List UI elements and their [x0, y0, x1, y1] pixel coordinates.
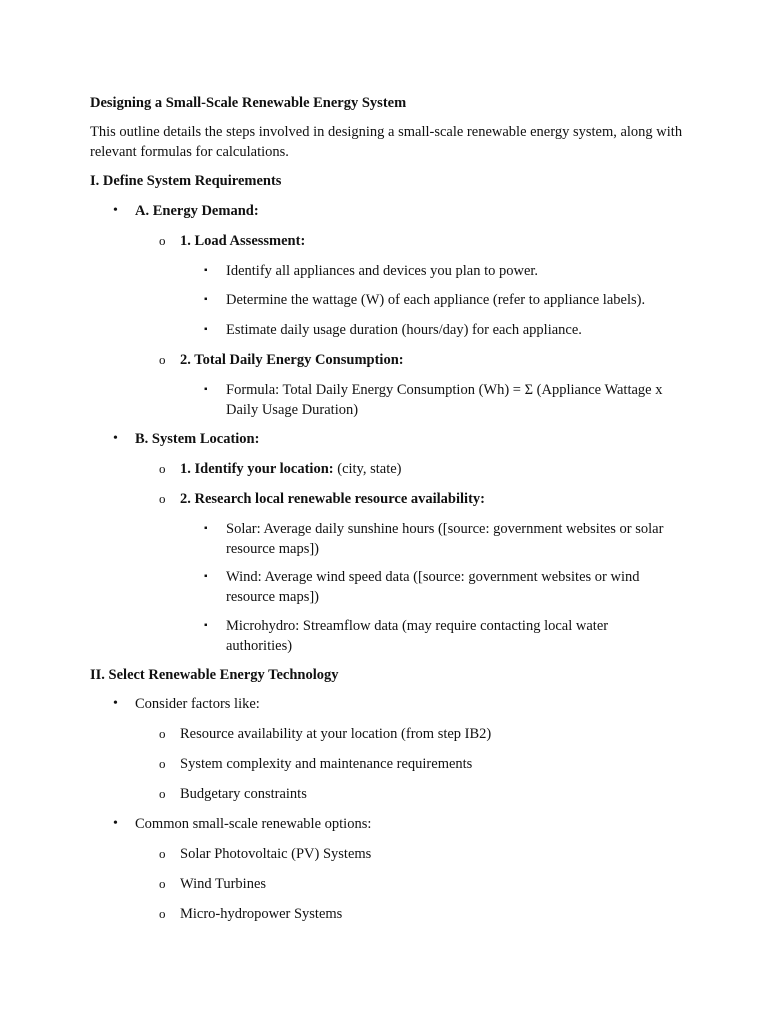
- bullet-square-icon: ▪: [204, 523, 208, 534]
- system-location-label: B. System Location:: [135, 431, 260, 447]
- factors-label: Consider factors like:: [135, 696, 260, 712]
- list-item: Identify all appliances and devices you plan to power.: [226, 263, 539, 279]
- identify-location-line: [180, 459, 402, 479]
- bullet-square-icon: ▪: [204, 324, 208, 335]
- bullet-disc-icon: •: [113, 431, 118, 446]
- bullet-disc-icon: •: [113, 203, 118, 218]
- bullet-circle-icon: o: [159, 906, 166, 921]
- bullet-circle-icon: o: [159, 756, 166, 771]
- section-2-heading: II. Select Renewable Energy Technology: [90, 667, 339, 683]
- load-assessment-label: 1. Load Assessment:: [180, 233, 306, 249]
- bullet-circle-icon: o: [159, 233, 166, 248]
- list-item: Microhydro: Streamflow data (may require contacting local water authorities): [226, 618, 609, 654]
- list-item: Estimate daily usage duration (hours/day) for each appliance.: [226, 322, 582, 338]
- section-1-heading: I. Define System Requirements: [90, 173, 282, 189]
- list-item: Wind: Average wind speed data ([source: government websites or wind resource maps]): [226, 569, 640, 605]
- bullet-circle-icon: o: [159, 786, 166, 801]
- bullet-square-icon: ▪: [204, 384, 208, 395]
- bullet-circle-icon: o: [159, 461, 166, 476]
- list-item: Determine the wattage (W) of each appliance (refer to appliance labels).: [226, 292, 646, 308]
- bullet-square-icon: ▪: [204, 294, 208, 305]
- options-label: Common small-scale renewable options:: [135, 816, 372, 832]
- bullet-circle-icon: o: [159, 352, 166, 367]
- identify-location-label: 1. Identify your location:: [180, 461, 334, 477]
- bullet-square-icon: ▪: [204, 265, 208, 276]
- energy-demand-label: A. Energy Demand:: [135, 203, 259, 219]
- list-item: Resource availability at your location (from step IB2): [180, 726, 492, 742]
- identify-location-text: (city, state): [333, 461, 402, 477]
- document-title: Designing a Small-Scale Renewable Energy System: [90, 95, 407, 111]
- list-item: Wind Turbines: [180, 876, 267, 892]
- bullet-circle-icon: o: [159, 846, 166, 861]
- list-item: System complexity and maintenance requirements: [180, 756, 473, 772]
- bullet-circle-icon: o: [159, 726, 166, 741]
- list-item: Budgetary constraints: [180, 786, 307, 802]
- intro-paragraph: This outline details the steps involved in designing a small-scale renewable energy system, along with relevant formulas for calculations.: [90, 124, 683, 160]
- formula-text: Formula: Total Daily Energy Consumption (Wh) = Σ (Appliance Wattage x Daily Usage Duration): [226, 382, 663, 418]
- list-item: Solar: Average daily sunshine hours ([source: government websites or solar resource maps]): [226, 521, 664, 557]
- bullet-square-icon: ▪: [204, 620, 208, 631]
- list-item: Solar Photovoltaic (PV) Systems: [180, 846, 372, 862]
- bullet-disc-icon: •: [113, 816, 118, 831]
- bullet-square-icon: ▪: [204, 571, 208, 582]
- total-consumption-label: 2. Total Daily Energy Consumption:: [180, 352, 404, 368]
- list-item: Micro-hydropower Systems: [180, 906, 343, 922]
- bullet-circle-icon: o: [159, 491, 166, 506]
- bullet-disc-icon: •: [113, 696, 118, 711]
- bullet-circle-icon: o: [159, 876, 166, 891]
- research-resources-label: 2. Research local renewable resource availability:: [180, 491, 485, 507]
